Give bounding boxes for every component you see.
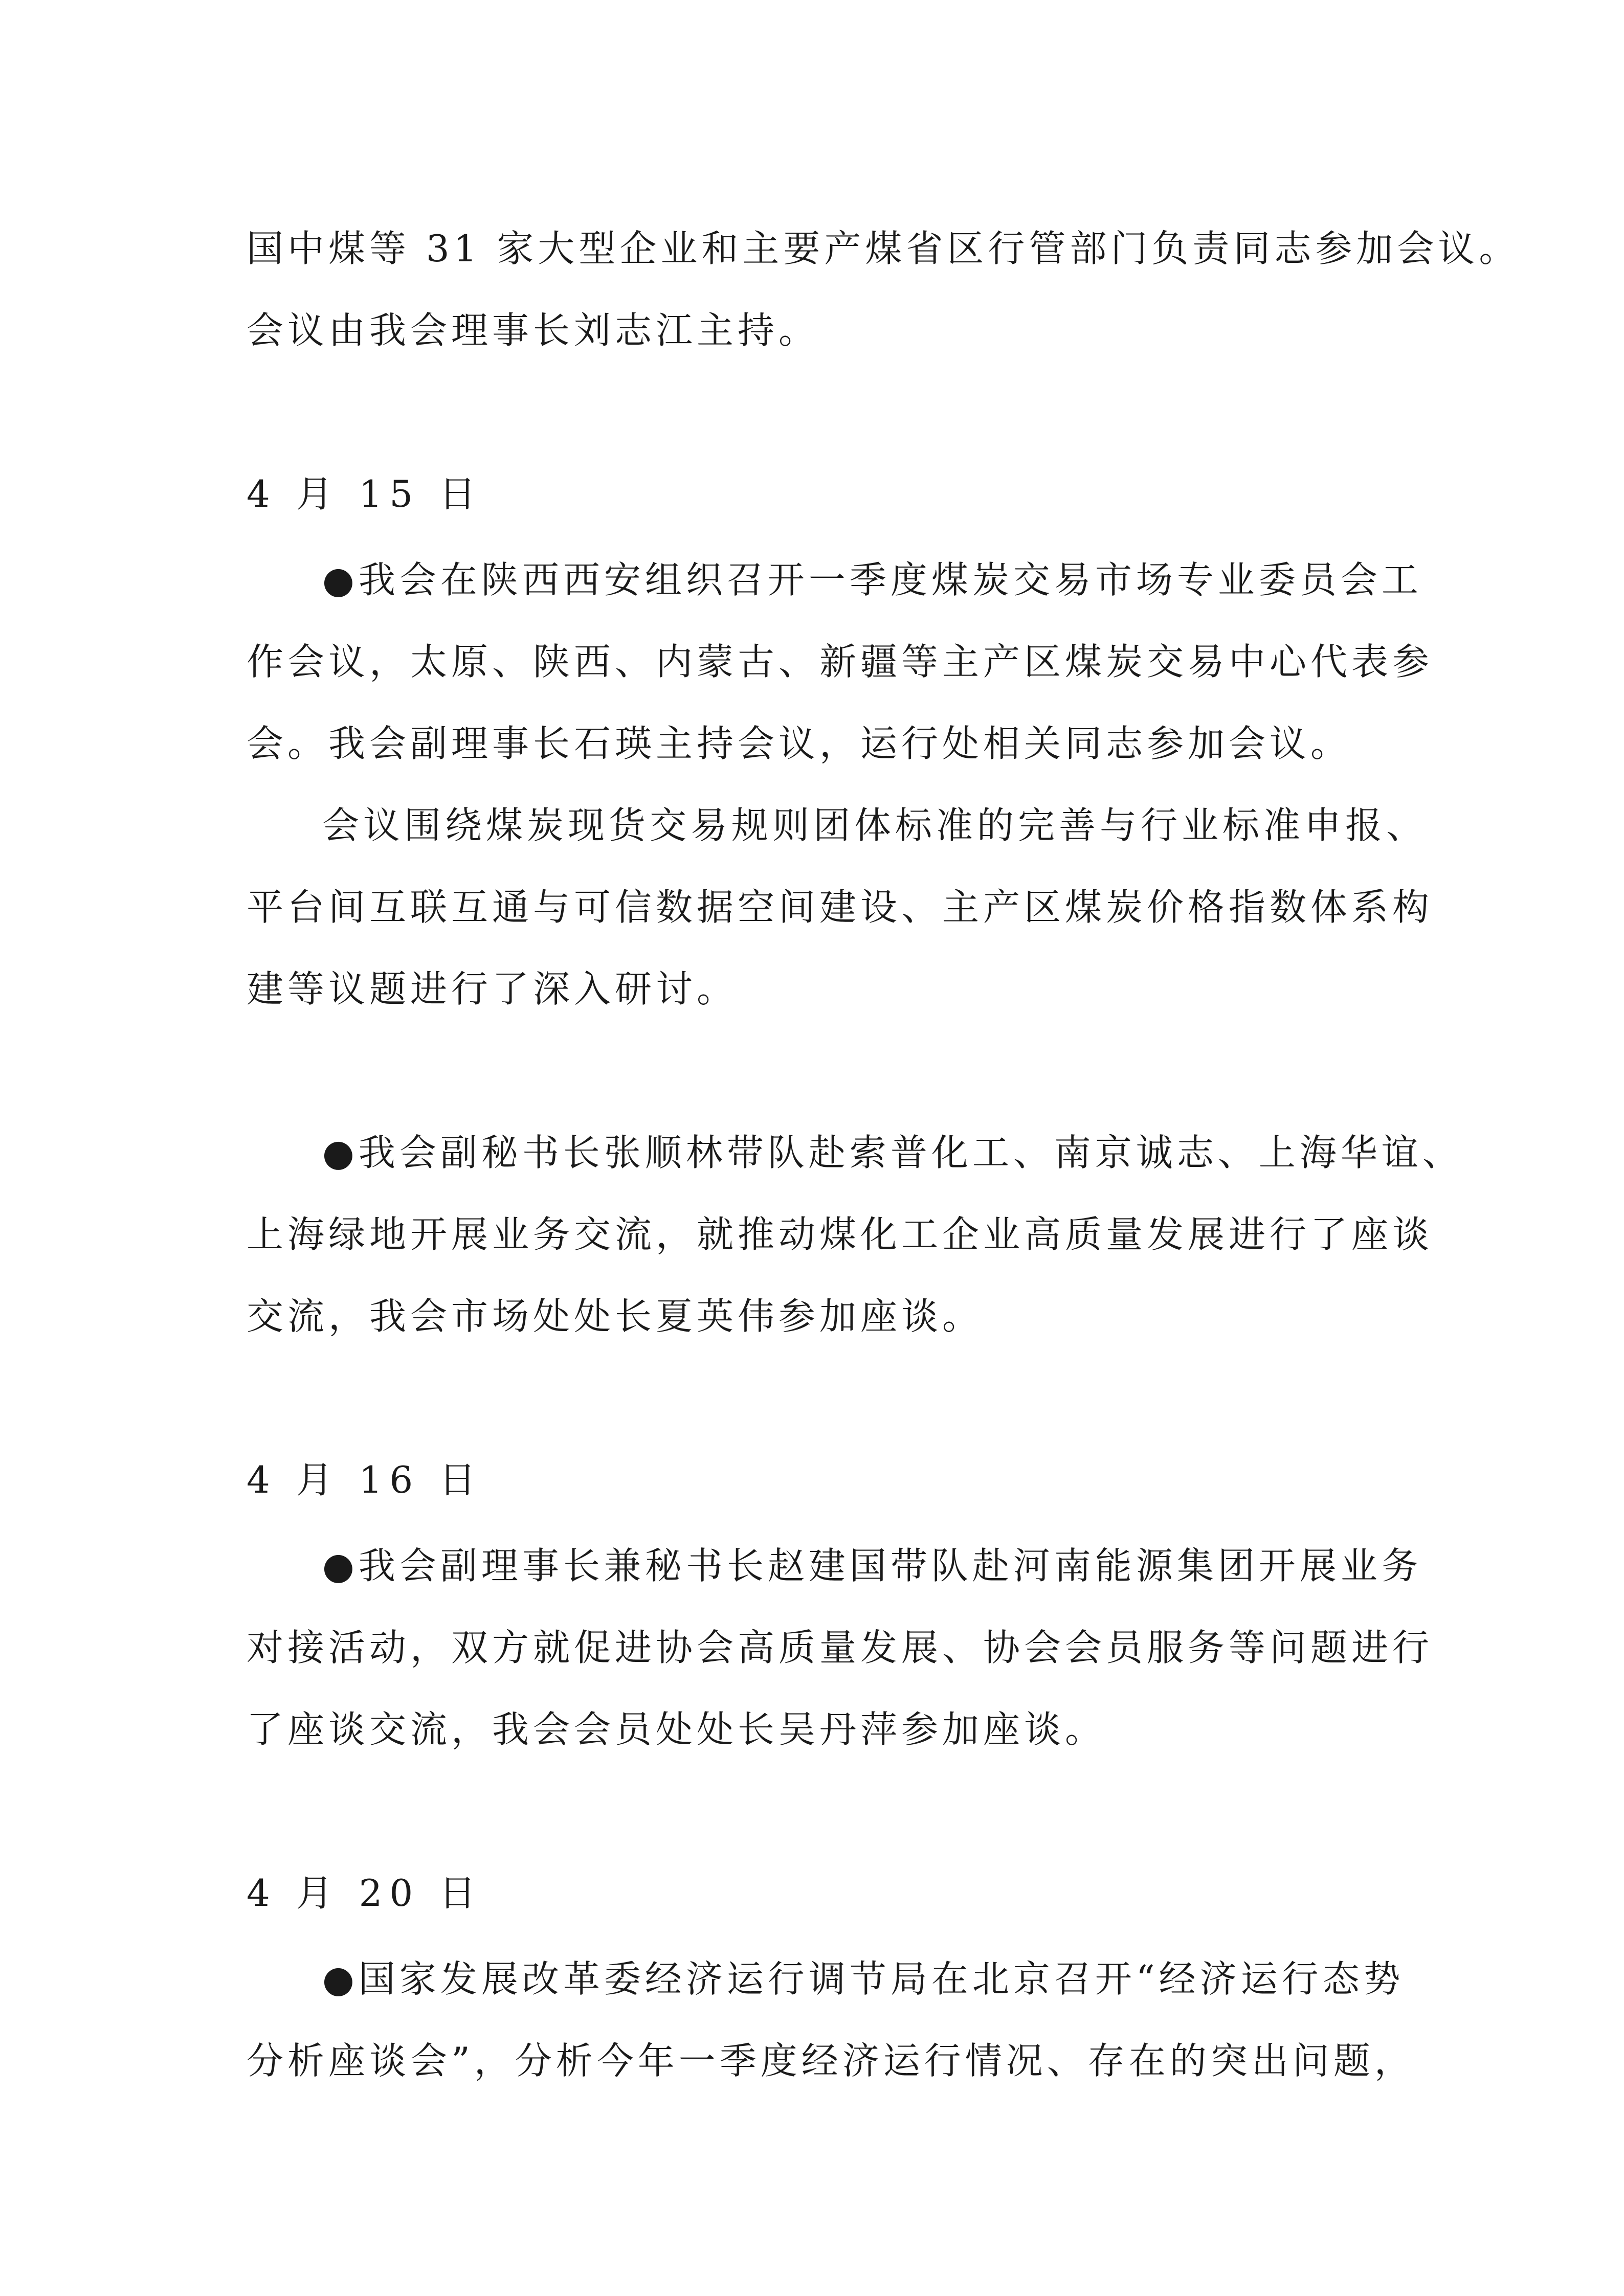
- paragraph-line: 会。我会副理事长石瑛主持会议，运行处相关同志参加会议。: [247, 722, 1352, 765]
- paragraph-line: 会议由我会理事长刘志江主持。: [247, 309, 820, 352]
- paragraph-line: 作会议，太原、陕西、内蒙古、新疆等主产区煤炭交易中心代表参: [247, 640, 1434, 683]
- paragraph-line: 了座谈交流，我会会员处处长吴丹萍参加座谈。: [247, 1708, 1106, 1751]
- paragraph-line: 国中煤等 31 家大型企业和主要产煤省区行管部门负责同志参加会议。: [247, 227, 1520, 270]
- paragraph-line: 会议围绕煤炭现货交易规则团体标准的完善与行业标准申报、: [322, 804, 1428, 847]
- paragraph-line: 平台间互联互通与可信数据空间建设、主产区煤炭价格指数体系构: [247, 886, 1434, 929]
- bullet-paragraph-line: ●我会副理事长兼秘书长赵建国带队赴河南能源集团开展业务: [322, 1544, 1422, 1587]
- paragraph-line: 分析座谈会”，分析今年一季度经济运行情况、存在的突出问题，: [247, 2039, 1415, 2082]
- date-heading: 4 月 15 日: [247, 472, 483, 515]
- bullet-paragraph-line: ●我会副秘书长张顺林带队赴索普化工、南京诚志、上海华谊、: [322, 1131, 1463, 1174]
- paragraph-line: 建等议题进行了深入研讨。: [247, 967, 738, 1010]
- paragraph-line: 上海绿地开展业务交流，就推动煤化工企业高质量发展进行了座谈: [247, 1213, 1434, 1256]
- date-heading: 4 月 16 日: [247, 1458, 483, 1501]
- bullet-paragraph-line: ●国家发展改革委经济运行调节局在北京召开“经济运行态势: [322, 1957, 1405, 2000]
- paragraph-line: 对接活动，双方就促进协会高质量发展、协会会员服务等问题进行: [247, 1626, 1434, 1669]
- paragraph-line: 交流，我会市场处处长夏英伟参加座谈。: [247, 1295, 984, 1338]
- date-heading: 4 月 20 日: [247, 1872, 483, 1915]
- bullet-paragraph-line: ●我会在陕西西安组织召开一季度煤炭交易市场专业委员会工: [322, 558, 1422, 601]
